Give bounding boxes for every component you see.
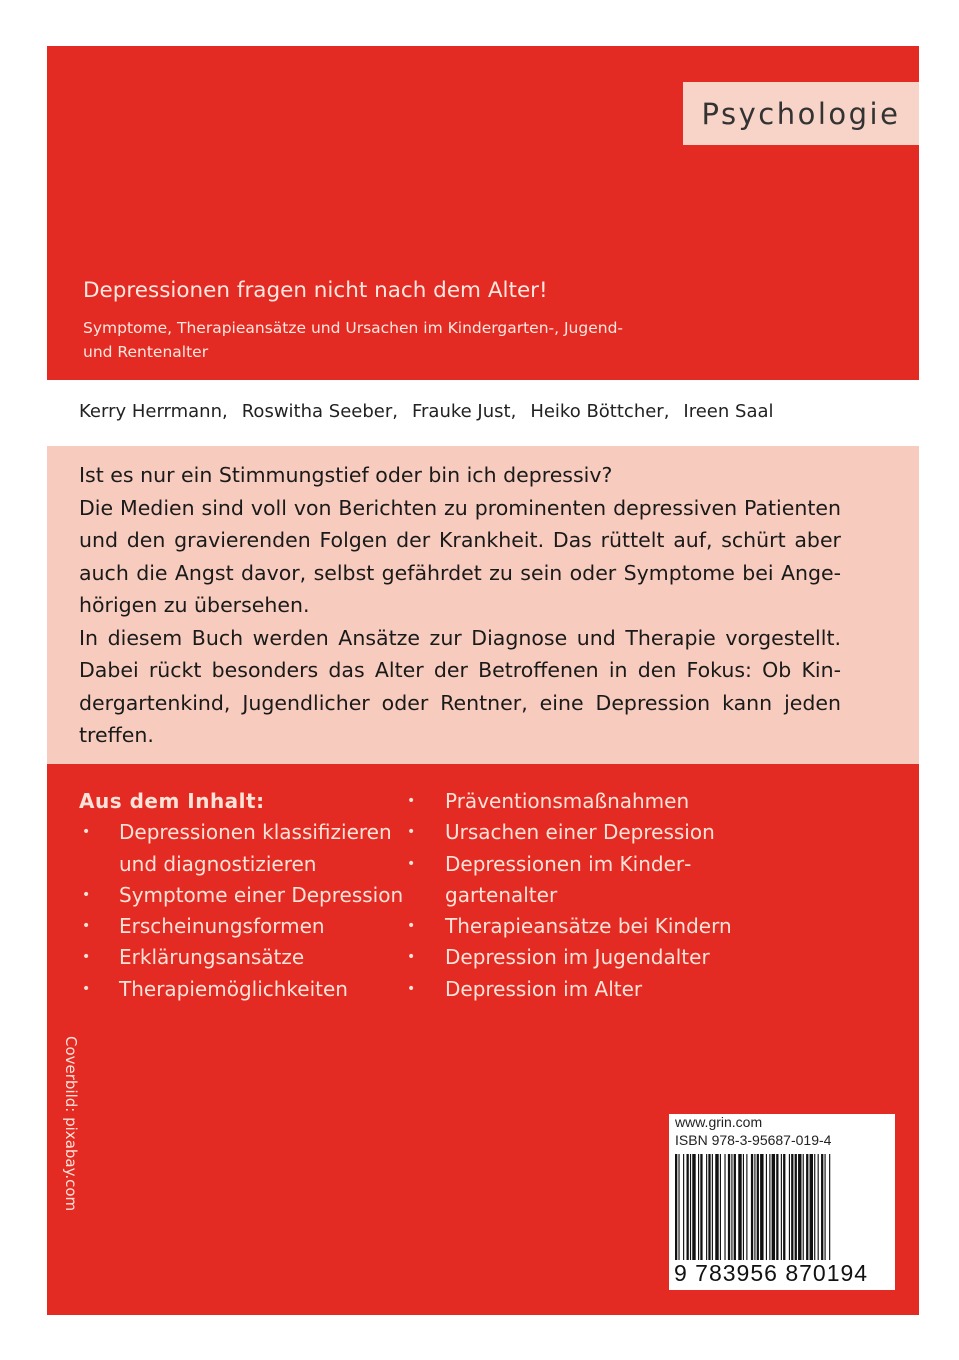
contents-item: • Präventionsmaßnahmen xyxy=(405,786,735,817)
contents-list-left xyxy=(79,817,409,1005)
contents-item: • Erscheinungsformen xyxy=(79,911,409,942)
blurb-paragraph: Die Medien sind voll von Berichten zu prominenten depressiven Patienten und den gravierenden Folgen der Krankheit. Das rüttelt auf, schürt aber auch die Angst davor, selbst gefährdet zu sein oder Symptome bei Angehörigen zu übersehen. xyxy=(79,495,841,617)
contents-item: • Therapiemöglichkeiten xyxy=(79,974,409,1005)
contents-item: • Depressionen im Kindergartenalter xyxy=(405,849,735,912)
contents-list-right xyxy=(405,786,735,1005)
barcode-block xyxy=(669,1114,895,1290)
contents-item: • Symptome einer Depression xyxy=(79,880,409,911)
publisher-website: www.grin.com xyxy=(675,1114,763,1130)
book-subtitle: Symptome, Therapieansätze und Ursachen im Kindergarten-, Jugend- und Rentenalter xyxy=(83,319,624,361)
contents-item: • Ursachen einer Depression xyxy=(405,817,735,848)
book-title: Depressionen fragen nicht nach dem Alter! xyxy=(83,278,548,303)
category-label: Psychologie xyxy=(683,82,919,145)
cover-image-credit: Coverbild: pixabay.com xyxy=(62,1036,80,1212)
blurb-paragraph: In diesem Buch werden Ansätze zur Diagnose und Therapie vorgestellt. Dabei rückt besonders das Alter der Betroffenen in den Fokus: Ob Kindergartenkind, Jugendlicher oder Rentner, eine Depression kann jeden treffen. xyxy=(79,625,841,747)
contents-item: • Depression im Jugendalter xyxy=(405,942,735,973)
author-list xyxy=(79,401,774,422)
contents-heading: Aus dem Inhalt: xyxy=(79,789,265,813)
blurb-text xyxy=(79,459,841,752)
barcode-digits: 9 783956 870194 xyxy=(674,1260,869,1286)
barcode-icon xyxy=(673,1154,891,1268)
contents-item: • Depression im Alter xyxy=(405,974,735,1005)
contents-item: • Erklärungsansätze xyxy=(79,942,409,973)
blurb-paragraph: Ist es nur ein Stimmungstief oder bin ich depressiv? xyxy=(79,463,613,487)
author: Frauke Just, xyxy=(411,401,517,422)
author: Ireen Saal xyxy=(683,401,774,422)
author: Kerry Herrmann, xyxy=(79,401,228,422)
author: Heiko Böttcher, xyxy=(530,401,670,422)
isbn-number: ISBN 978-3-95687-019-4 xyxy=(675,1132,832,1148)
contents-item: • Therapieansätze bei Kindern xyxy=(405,911,735,942)
contents-left-column xyxy=(79,786,409,1005)
author: Roswitha Seeber, xyxy=(241,401,398,422)
contents-item: • Depressionen klassifizieren und diagnostizieren xyxy=(79,817,409,880)
contents-right-column xyxy=(405,786,735,1005)
